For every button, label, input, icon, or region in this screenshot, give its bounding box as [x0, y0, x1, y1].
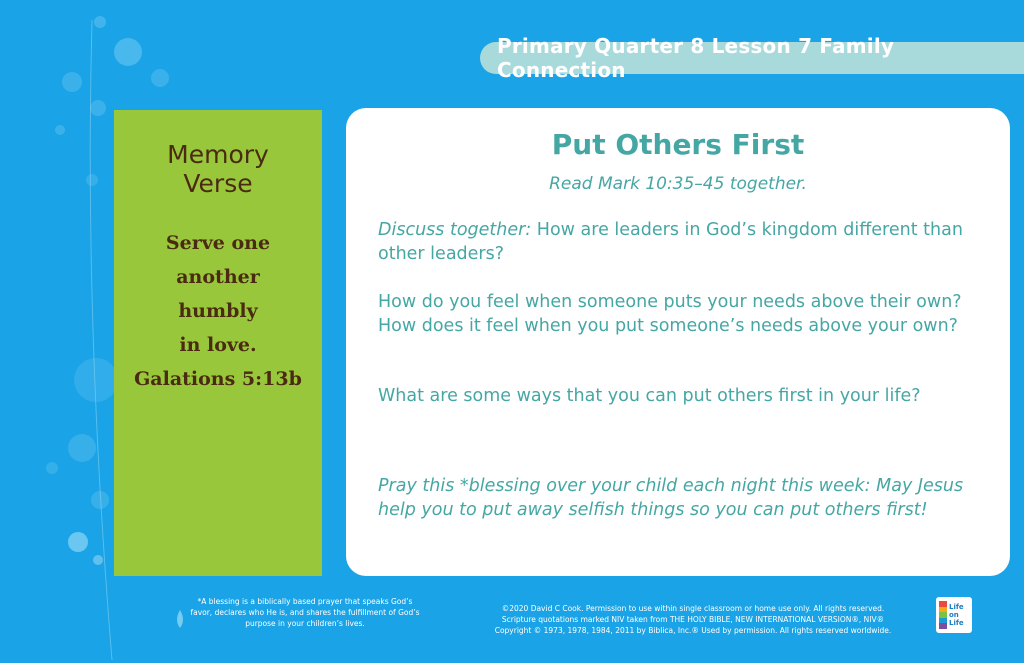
- discuss-label: Discuss together:: [378, 220, 532, 240]
- logo-stripes-icon: [939, 601, 947, 629]
- discuss-text: How are leaders in God’s kingdom different than other leaders?: [378, 220, 963, 264]
- verse-line: humbly: [178, 300, 258, 322]
- discussion-question-3: What are some ways that you can put others first in your life?: [378, 386, 921, 406]
- copyright-notice: [448, 603, 938, 636]
- memory-verse-heading: [114, 140, 322, 198]
- verse-line: another: [176, 266, 260, 288]
- copyright-line: Copyright © 1973, 1978, 1984, 2011 by Biblica, Inc.® Used by permission. All rights reserved worldwide.: [494, 626, 892, 635]
- memory-verse-text: [114, 226, 322, 396]
- copyright-line: Scripture quotations marked NIV taken from THE HOLY BIBLE, NEW INTERNATIONAL VERSION®, NIV®: [501, 615, 885, 624]
- logo-text-line: on: [949, 611, 959, 619]
- discussion-question-1: [378, 218, 968, 266]
- logo-text-line: Life: [949, 603, 964, 611]
- memory-verse-heading-line2: Verse: [183, 169, 253, 198]
- discussion-card: [346, 108, 1010, 576]
- verse-line: Serve one: [165, 232, 271, 254]
- verse-line: in love.: [179, 334, 257, 356]
- copyright-line: ©2020 David C Cook. Permission to use within single classroom or home use only. All rights reserved.: [501, 604, 885, 613]
- verse-reference: Galations 5:13b: [134, 368, 302, 390]
- discussion-question-2: How do you feel when someone puts your needs above their own? How does it feel when you put someone’s needs above your own?: [378, 292, 962, 336]
- logo-text-line: Life: [949, 619, 964, 627]
- lesson-header-title: Primary Quarter 8 Lesson 7 Family Connection: [497, 34, 895, 82]
- blessing-footnote: *A blessing is a biblically based prayer that speaks God’s favor, declares who He is, and shares the fulfillment of God’s purpose in your children’s lives.: [190, 597, 420, 628]
- lesson-header-bar: [480, 34, 1024, 82]
- memory-verse-heading-line1: Memory: [167, 140, 269, 169]
- card-subtitle: Read Mark 10:35–45 together.: [549, 174, 807, 194]
- card-title: Put Others First: [551, 128, 805, 161]
- life-on-life-logo: [936, 597, 972, 633]
- blessing-prayer: Pray this *blessing over your child each night this week: May Jesus help you to put away selfish things so you can put others first!: [378, 476, 964, 520]
- memory-verse-panel: [114, 110, 322, 576]
- logo-text: [949, 603, 964, 627]
